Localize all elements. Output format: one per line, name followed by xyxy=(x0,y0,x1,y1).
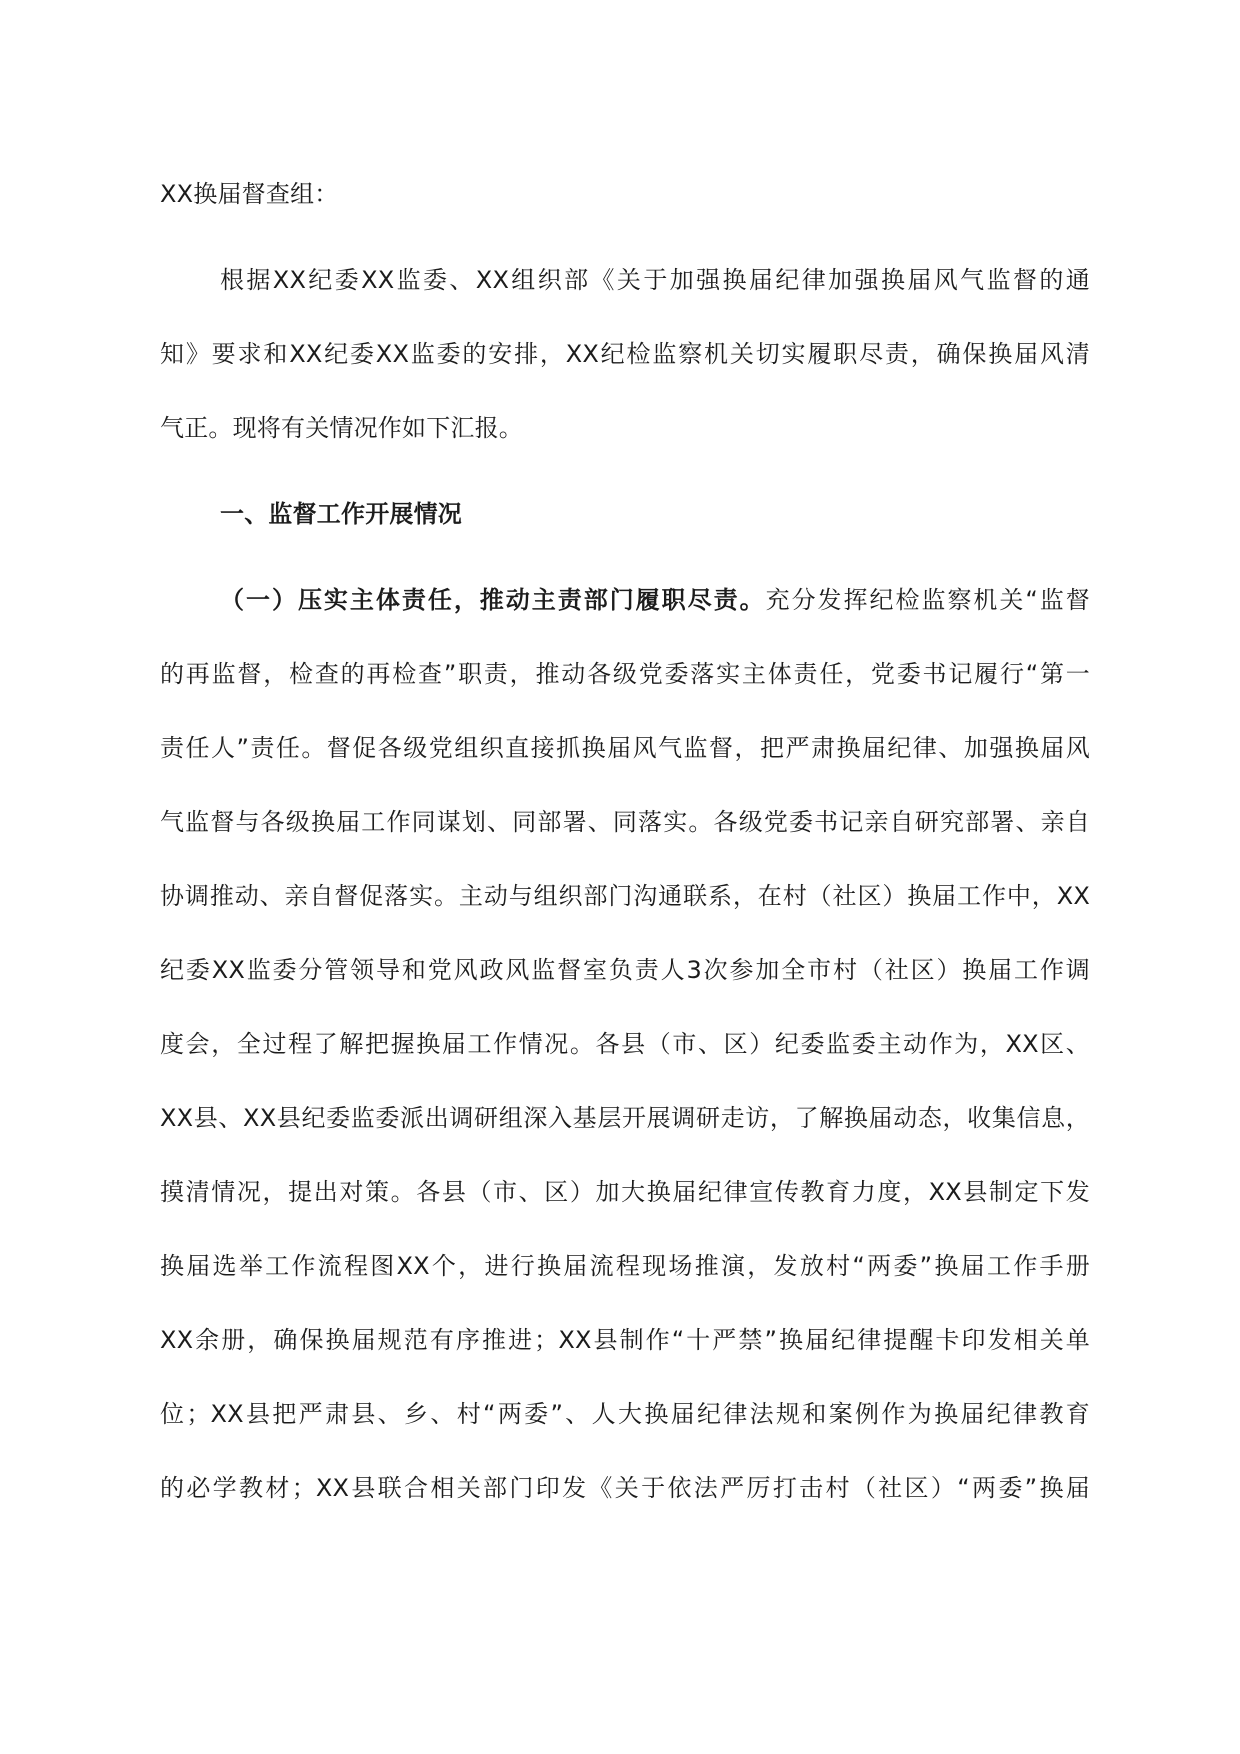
salutation: XX换届督查组： xyxy=(160,180,339,208)
body-line-9: 换届选举工作流程图XX个，进行换届流程现场推演，发放村“两委”换届工作手册 xyxy=(160,1252,1090,1280)
intro-line-1: 根据XX纪委XX监委、XX组织部《关于加强换届纪律加强换届风气监督的通 xyxy=(220,266,1090,294)
intro-line-3: 气正。现将有关情况作如下汇报。 xyxy=(160,414,523,442)
body-line-8: 摸清情况，提出对策。各县（市、区）加大换届纪律宣传教育力度，XX县制定下发 xyxy=(160,1178,1090,1206)
body-line-0: 充分发挥纪检监察机关“监督 xyxy=(765,586,1090,614)
body-line-3: 气监督与各级换届工作同谋划、同部署、同落实。各级党委书记亲自研究部署、亲自 xyxy=(160,808,1090,836)
subsection-line xyxy=(220,584,1090,616)
body-line-5: 纪委XX监委分管领导和党风政风监督室负责人3次参加全市村（社区）换届工作调 xyxy=(160,956,1090,984)
body-line-10: XX余册，确保换届规范有序推进；XX县制作“十严禁”换届纪律提醒卡印发相关单 xyxy=(160,1326,1090,1354)
intro-line-2: 知》要求和XX纪委XX监委的安排，XX纪检监察机关切实履职尽责，确保换届风清 xyxy=(160,340,1090,368)
body-line-1: 的再监督，检查的再检查”职责，推动各级党委落实主体责任，党委书记履行“第一 xyxy=(160,660,1090,688)
section-heading: 一、监督工作开展情况 xyxy=(220,500,462,528)
body-line-4: 协调推动、亲自督促落实。主动与组织部门沟通联系，在村（社区）换届工作中，XX xyxy=(160,882,1090,910)
body-line-7: XX县、XX县纪委监委派出调研组深入基层开展调研走访，了解换届动态，收集信息， xyxy=(160,1104,1090,1132)
body-line-2: 责任人”责任。督促各级党组织直接抓换届风气监督，把严肃换届纪律、加强换届风 xyxy=(160,734,1090,762)
body-line-6: 度会，全过程了解把握换届工作情况。各县（市、区）纪委监委主动作为，XX区、 xyxy=(160,1030,1090,1058)
subsection-heading: （一）压实主体责任，推动主责部门履职尽责。 xyxy=(220,586,766,614)
body-line-12: 的必学教材；XX县联合相关部门印发《关于依法严厉打击村（社区）“两委”换届 xyxy=(160,1474,1090,1502)
body-line-11: 位；XX县把严肃县、乡、村“两委”、人大换届纪律法规和案例作为换届纪律教育 xyxy=(160,1400,1090,1428)
